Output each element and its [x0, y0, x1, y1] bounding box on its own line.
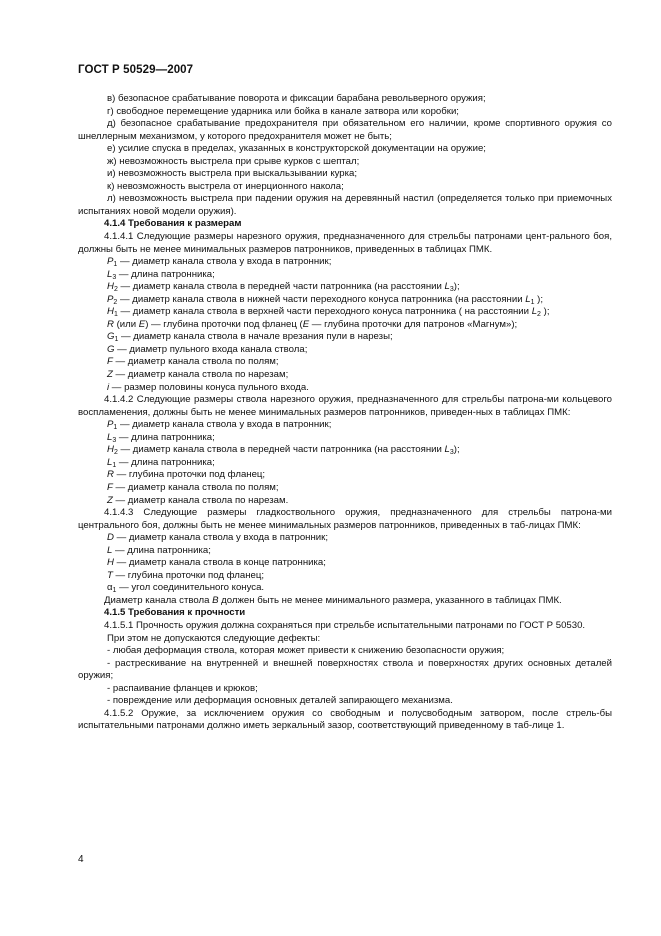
list-item-e: е) усилие спуска в пределах, указанных в конструкторской документации на оружие;	[107, 143, 486, 155]
definition-i: i — размер половины конуса пульного входа.	[107, 381, 309, 393]
paragraph-4-1-4-3: 4.1.4.3 Следующие размеры гладкоствольного оружия, предназначенного для стрельбы патрона-ми центрального боя, должны быть не менее минимальных размеров патронников, приведенных в таб-лицах ПМК:	[78, 507, 612, 531]
definition-rim-h2: $H_2$ — диаметр канала ствола в передней части патронника (на расстоянии $L_3$);	[107, 444, 460, 457]
definition-p2: $P_2$ — диаметр канала ствола в нижней части переходного конуса патронника (на расстоянии $L_1$ );	[107, 293, 544, 306]
definition-z: Z — диаметр канала ствола по нарезам;	[107, 369, 289, 381]
definition-rim-z: Z — диаметр канала ствола по нарезам.	[107, 494, 289, 506]
definition-smooth-l: L — длина патронника;	[107, 544, 211, 556]
definition-smooth-alpha: $\alpha_1$ — угол соединительного конуса.	[107, 582, 265, 595]
page-number: 4	[78, 854, 84, 865]
definition-rim-l3: $L_3$ — длина патронника;	[107, 431, 215, 444]
list-item-zh: ж) невозможность выстрела при срыве курков с шептал;	[107, 155, 360, 167]
section-heading-4-1-4: 4.1.4 Требования к размерам	[104, 218, 242, 230]
document-body	[78, 93, 612, 733]
defect-item: - растрескивание на внутренней и внешней поверхностях ствола и поверхностях других основных деталей оружия;	[78, 657, 612, 682]
list-item-l: л) невозможность выстрела при падении оружия на деревянный настил (определяется только при приемочных испытаниях новой модели оружия).	[78, 193, 612, 217]
list-item-i: и) невозможность выстрела при выскальзывании курка;	[107, 168, 358, 180]
definition-r-e: R (или E) — глубина проточки под фланец (E — глубина проточки для патронов «Магнум»);	[107, 318, 518, 330]
paragraph-4-1-5-1: 4.1.5.1 Прочность оружия должна сохраняться при стрельбе испытательными патронами по ГОСТ Р 50530.	[104, 619, 586, 631]
definition-h2: $H_2$ — диаметр канала ствола в передней части патронника (на расстоянии $L_3$);	[107, 281, 460, 294]
section-heading-4-1-5: 4.1.5 Требования к прочности	[104, 607, 246, 619]
paragraph-4-1-5-2: 4.1.5.2 Оружие, за исключением оружия со свободным и полусвободным затвором, после стрель-бы испытательными патронами должно иметь зеркальный зазор, соответствующий приведенному в таб-лице 1.	[78, 707, 612, 732]
definition-p1: $P_1$ — диаметр канала ствола у входа в патронник;	[107, 256, 332, 269]
definition-h1: $H_1$ — диаметр канала ствола в верхней части переходного конуса патронника ( на расстоянии $L_2$ );	[107, 306, 550, 319]
definition-rim-l1: $L_1$ — длина патронника;	[107, 456, 215, 469]
document-header: ГОСТ Р 50529—2007	[78, 64, 194, 76]
definition-g1: $G_1$ — диаметр канала ствола в начале врезания пули в нарезы;	[107, 331, 393, 344]
list-item-v: в) безопасное срабатывание поворота и фиксации барабана револьверного оружия;	[107, 93, 486, 104]
defect-item: - любая деформация ствола, которая может привести к снижению безопасности оружия;	[107, 645, 505, 657]
definition-l3: $L_3$ — длина патронника;	[107, 268, 215, 281]
definition-smooth-h: H — диаметр канала ствола в конце патронника;	[107, 557, 326, 569]
paragraph-4-1-4-1: 4.1.4.1 Следующие размеры нарезного оружия, предназначенного для стрельбы патронами цент-рального боя, должны быть не менее минимальных размеров патронников, приведенных в таблицах ПМК.	[78, 231, 612, 255]
definition-g: G — диаметр пульного входа канала ствола;	[107, 343, 308, 355]
definition-smooth-t: T — глубина проточки под фланец;	[107, 569, 265, 581]
definition-rim-r: R — глубина проточки под фланец;	[107, 469, 266, 481]
list-item-k: к) невозможность выстрела от инерционного накола;	[107, 180, 344, 192]
definition-f: F — диаметр канала ствола по полям;	[107, 356, 279, 368]
definition-rim-p1: $P_1$ — диаметр канала ствола у входа в патронник;	[107, 419, 332, 432]
defect-item: - распаивание фланцев и крюков;	[107, 682, 258, 694]
paragraph-defects-intro: При этом не допускаются следующие дефекты:	[107, 632, 321, 644]
list-item-d: д) безопасное срабатывание предохранителя при обязательном его наличии, кроме спортивного оружия со шнеллерным механизмом, у которого предохранителя может не быть;	[78, 118, 612, 142]
definition-rim-f: F — диаметр канала ствола по полям;	[107, 481, 279, 493]
definition-smooth-d: D — диаметр канала ствола у входа в патронник;	[107, 532, 328, 544]
paragraph-4-1-4-2: 4.1.4.2 Следующие размеры ствола нарезного оружия, предназначенного для стрельбы патрона-ми кольцевого воспламенения, должны быть не менее минимальных размеров патронников, приведен-ных в таблицах ПМК:	[78, 394, 612, 418]
list-item-g: г) свободное перемещение ударника или бойка в канале затвора или коробки;	[107, 105, 459, 117]
defect-item: - повреждение или деформация основных деталей запирающего механизма.	[107, 695, 453, 707]
paragraph-bore-diameter: Диаметр канала ствола B должен быть не менее минимального размера, указанного в таблицах ПМК.	[104, 594, 562, 606]
